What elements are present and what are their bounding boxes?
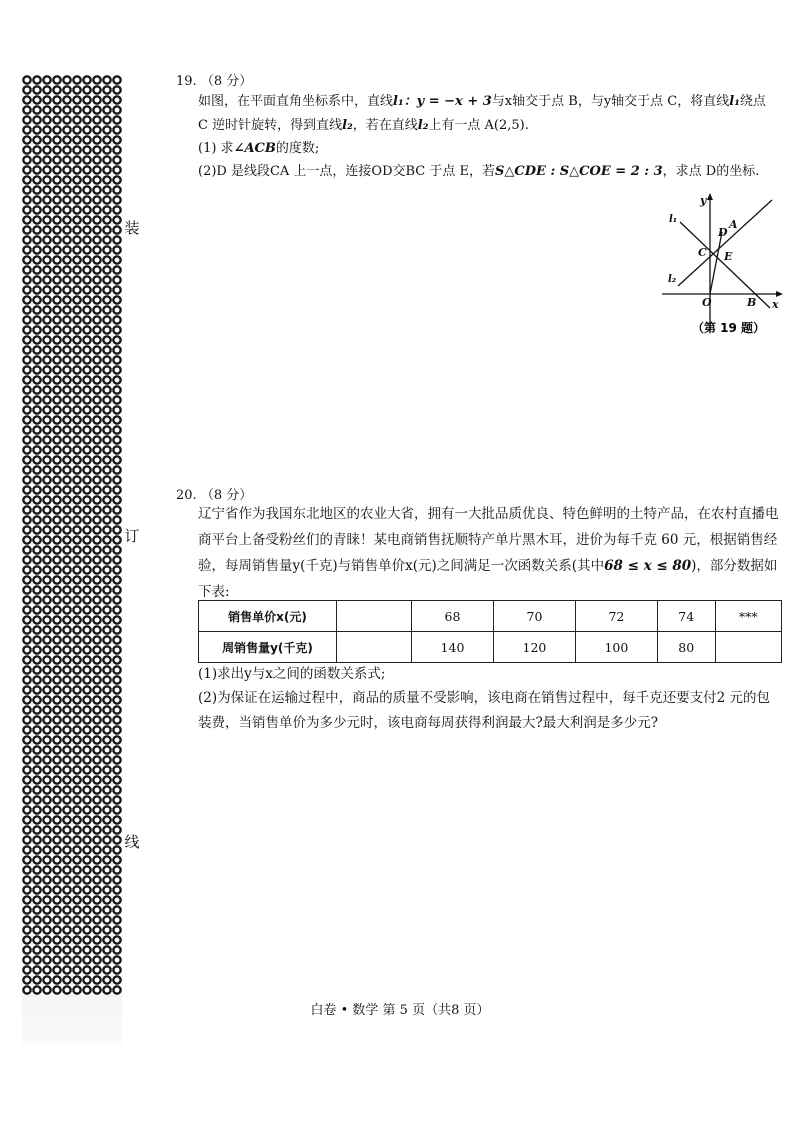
q19-part1-text-b: 的度数; <box>275 141 320 156</box>
binding-char-ding: 订 <box>122 527 142 545</box>
q20-range: 68 ≤ x ≤ 80 <box>604 558 692 574</box>
q19-figure-caption: （第 19 题） <box>692 321 766 335</box>
label-C: C <box>698 246 707 259</box>
q19-line1-text-c: 绕点 <box>739 94 766 109</box>
table-cell: 120 <box>493 632 575 663</box>
label-D: D <box>718 226 728 239</box>
q19-part1 <box>198 140 319 158</box>
x-arrow <box>776 291 783 297</box>
q19-line2-text-b: ，若在直线 <box>352 118 418 133</box>
q19-l2b: l₂ <box>417 118 429 133</box>
q20-part2: (2)为保证在运输过程中，商品的质量不受影响，该电商在销售过程中，每千克还要支付2 元的包装费，当销售单价为多少元时，该电商每周获得利润最大?最大利润是多少元? <box>198 690 771 731</box>
table-header-price: 销售单价x(元) <box>199 601 337 632</box>
q19-number: 19. <box>176 74 197 89</box>
label-A: A <box>729 218 738 231</box>
table-header-volume: 周销售量y(千克) <box>199 632 337 663</box>
table-cell: 100 <box>575 632 657 663</box>
q19-line2 <box>198 117 529 135</box>
binding-strip-pattern <box>22 75 122 995</box>
q20-paragraph <box>198 501 782 605</box>
segment-OD <box>710 232 722 294</box>
q19-part2 <box>198 163 759 181</box>
table-cell <box>337 632 412 663</box>
q19-line2-text-c: 上有一点 A(2,5). <box>428 118 529 133</box>
label-O: O <box>702 296 712 309</box>
q20-part1: (1)求出y与x之间的函数关系式; <box>198 666 386 682</box>
y-arrow <box>707 193 713 200</box>
q19-part1-text: (1) 求 <box>198 141 234 156</box>
q19-part2-text: (2)D 是线段CA 上一点，连接OD交BC 于点 E，若 <box>198 164 496 179</box>
table-cell: 80 <box>657 632 715 663</box>
table-row <box>199 632 782 663</box>
table-cell <box>715 632 781 663</box>
q19-equation: ：y = −x + 3 <box>403 94 492 109</box>
q20-sales-table <box>198 600 782 663</box>
q19-points: （8 分） <box>200 74 253 89</box>
q19-line1-text: 如图，在平面直角坐标系中，直线 <box>198 94 394 109</box>
table-cell: 140 <box>412 632 494 663</box>
table-cell: 70 <box>493 601 575 632</box>
table-cell: 74 <box>657 601 715 632</box>
q19-line1 <box>198 93 766 111</box>
label-l1: l₁ <box>669 214 678 225</box>
table-cell: 72 <box>575 601 657 632</box>
q19-figure <box>660 190 785 340</box>
q19-angle: ∠ACB <box>233 141 276 156</box>
q19-line1-text-b: 与x轴交于点 B，与y轴交于点 C，将直线 <box>491 94 730 109</box>
q19-l1b: l₁ <box>729 94 740 109</box>
binding-char-zhuang: 装 <box>122 219 142 237</box>
label-E: E <box>724 250 733 263</box>
q20-para1-text: 辽宁省作为我国东北地区的农业大省，拥有一大批品质优良、特色鲜明的土特产品，在农村直播电商平台上备受粉丝们的青睐！某电商销售抚顺特产单片黑木耳，进价为每千克 60 元，根据销售经验，每周销售量y(千克)与销售单价x(元)之间满足一次函数关系(其中 <box>198 506 779 574</box>
binding-char-xian: 线 <box>122 833 142 851</box>
label-x: x <box>772 298 779 311</box>
q20-number: 20. <box>176 488 197 503</box>
table-row <box>199 601 782 632</box>
q19-l1: l₁ <box>393 94 404 109</box>
table-cell <box>337 601 412 632</box>
page-footer: 白卷 • 数学 第 5 页（共8 页） <box>310 1003 490 1018</box>
q19-part2-text-b: ，求点 D的坐标. <box>662 164 760 179</box>
q19-area-ratio: S△CDE : S△COE = 2 : 3 <box>495 164 663 179</box>
table-cell: 68 <box>412 601 494 632</box>
q19-l2: l₂ <box>342 118 353 133</box>
label-B: B <box>747 296 757 309</box>
label-y: y <box>700 194 707 207</box>
q19-line2-text: C 逆时针旋转，得到直线 <box>198 118 343 133</box>
q20-points: （8 分） <box>200 488 253 503</box>
label-l2: l₂ <box>668 274 677 285</box>
line-l2 <box>678 200 772 286</box>
q20-para1-end: )，部分数据如下表: <box>198 558 778 600</box>
q19-header <box>176 70 252 89</box>
table-cell: *** <box>715 601 781 632</box>
